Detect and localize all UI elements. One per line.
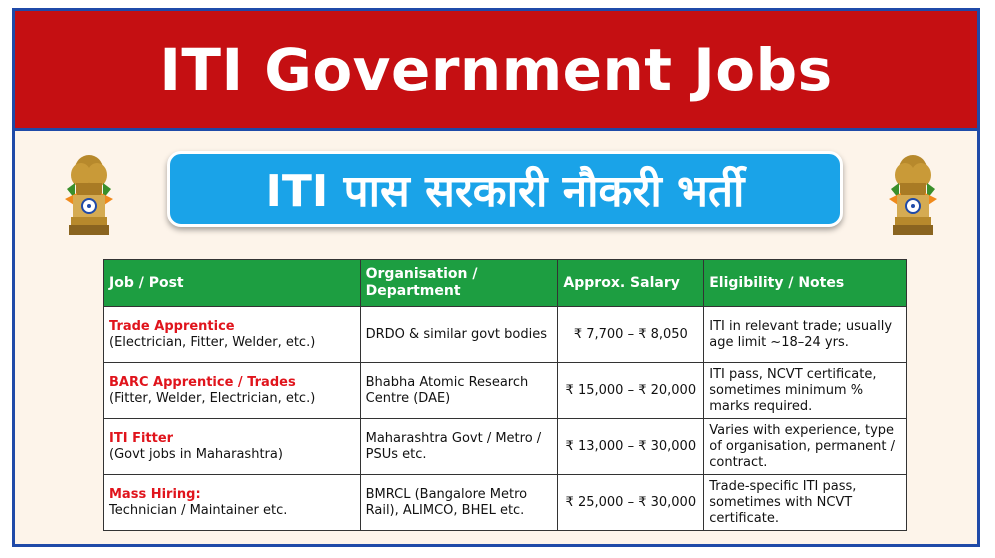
job-title: Trade Apprentice xyxy=(109,318,235,334)
salary-cell: ₹ 15,000 – ₹ 20,000 xyxy=(558,363,704,419)
notes-cell: ITI pass, NCVT certificate, sometimes minimum % marks required. xyxy=(704,363,907,419)
org-cell: Maharashtra Govt / Metro / PSUs etc. xyxy=(360,419,558,475)
salary-cell: ₹ 13,000 – ₹ 30,000 xyxy=(558,419,704,475)
job-subtitle: (Electrician, Fitter, Welder, etc.) xyxy=(109,334,316,350)
page-title: ITI Government Jobs xyxy=(159,35,833,104)
table-header-row xyxy=(104,260,907,307)
org-cell: Bhabha Atomic Research Centre (DAE) xyxy=(360,363,558,419)
salary-cell: ₹ 7,700 – ₹ 8,050 xyxy=(558,307,704,363)
job-subtitle: (Fitter, Welder, Electrician, etc.) xyxy=(109,390,316,406)
header-notes: Eligibility / Notes xyxy=(704,260,907,307)
national-emblem-icon xyxy=(883,149,943,241)
table-row xyxy=(104,419,907,475)
subtitle-pill xyxy=(167,151,843,227)
job-subtitle: (Govt jobs in Maharashtra) xyxy=(109,446,283,462)
job-title: Mass Hiring: xyxy=(109,486,201,502)
header-job: Job / Post xyxy=(104,260,361,307)
job-cell xyxy=(104,307,361,363)
notes-cell: Trade-specific ITI pass, sometimes with NCVT certificate. xyxy=(704,475,907,531)
national-emblem-icon xyxy=(59,149,119,241)
job-title: ITI Fitter xyxy=(109,430,174,446)
salary-cell: ₹ 25,000 – ₹ 30,000 xyxy=(558,475,704,531)
job-cell xyxy=(104,475,361,531)
table-row xyxy=(104,307,907,363)
poster-frame xyxy=(12,8,980,547)
notes-cell: ITI in relevant trade; usually age limit ~18–24 yrs. xyxy=(704,307,907,363)
notes-cell: Varies with experience, type of organisation, permanent / contract. xyxy=(704,419,907,475)
table-row xyxy=(104,363,907,419)
header-salary: Approx. Salary xyxy=(558,260,704,307)
org-cell: DRDO & similar govt bodies xyxy=(360,307,558,363)
jobs-table xyxy=(103,259,907,531)
subtitle: ITI पास सरकारी नौकरी भर्ती xyxy=(265,166,745,217)
title-banner xyxy=(15,11,977,131)
org-cell: BMRCL (Bangalore Metro Rail), ALIMCO, BHEL etc. xyxy=(360,475,558,531)
job-cell xyxy=(104,363,361,419)
job-cell xyxy=(104,419,361,475)
header-organisation: Organisation / Department xyxy=(360,260,558,307)
job-title: BARC Apprentice / Trades xyxy=(109,374,296,390)
table-row xyxy=(104,475,907,531)
job-subtitle: Technician / Maintainer etc. xyxy=(109,502,288,518)
